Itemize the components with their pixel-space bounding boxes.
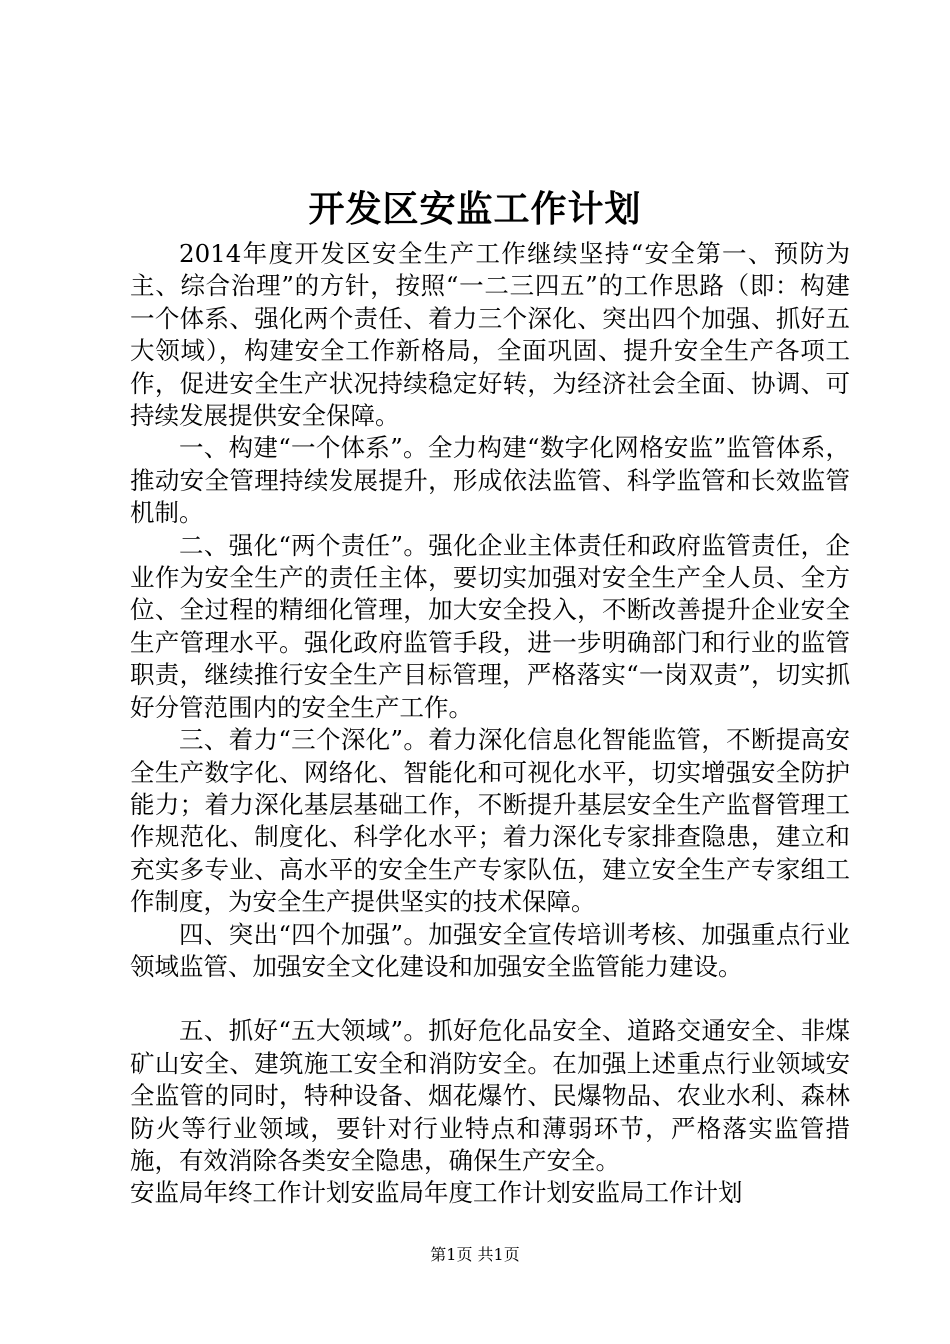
section-two-paragraph: 二、强化“两个责任”。强化企业主体责任和政府监管责任，企业作为安全生产的责任主体，要切实加强对安全生产全人员、全方位、全过程的精细化管理，加大安全投入，不断改善提升企业安全生产管理水平。强化政府监管手段，进一步明确部门和行业的监管职责，继续推行安全生产目标管理，严格落实“一岗双责”，切实抓好分管范围内的安全生产工作。	[130, 530, 850, 722]
intro-paragraph: 2014年度开发区安全生产工作继续坚持“安全第一、预防为主、综合治理”的方针，按照“一二三四五”的工作思路（即：构建一个体系、强化两个责任、着力三个深化、突出四个加强、抓好五大领域），构建安全工作新格局，全面巩固、提升安全生产各项工作，促进安全生产状况持续稳定好转，为经济社会全面、协调、可持续发展提供安全保障。	[130, 239, 850, 431]
section-four-paragraph: 四、突出“四个加强”。加强安全宣传培训考核、加强重点行业领域监管、加强安全文化建设和加强安全监管能力建设。	[130, 919, 850, 981]
page-number-footer: 第1页 共1页	[430, 1245, 520, 1264]
document-body	[130, 238, 850, 1210]
trailing-text: 安监局年终工作计划安监局年度工作计划安监局工作计划	[130, 1178, 743, 1208]
section-three-paragraph: 三、着力“三个深化”。着力深化信息化智能监管，不断提高安全生产数字化、网络化、智能化和可视化水平，切实增强安全防护能力；着力深化基层基础工作，不断提升基层安全生产监督管理工作规范化、制度化、科学化水平；着力深化专家排查隐患，建立和充实多专业、高水平的安全生产专家队伍，建立安全生产专家组工作制度，为安全生产提供坚实的技术保障。	[130, 725, 850, 917]
document-title: 开发区安监工作计划	[308, 188, 642, 230]
section-five-paragraph: 五、抓好“五大领域”。抓好危化品安全、道路交通安全、非煤矿山安全、建筑施工安全和消防安全。在加强上述重点行业领域安全监管的同时，特种设备、烟花爆竹、民爆物品、农业水利、森林防火等行业领域，要针对行业特点和薄弱环节，严格落实监管措施，有效消除各类安全隐患，确保生产安全。	[130, 1016, 850, 1175]
section-one-paragraph: 一、构建“一个体系”。全力构建“数字化网格安监”监管体系，推动安全管理持续发展提升，形成依法监管、科学监管和长效监管机制。	[130, 433, 850, 528]
